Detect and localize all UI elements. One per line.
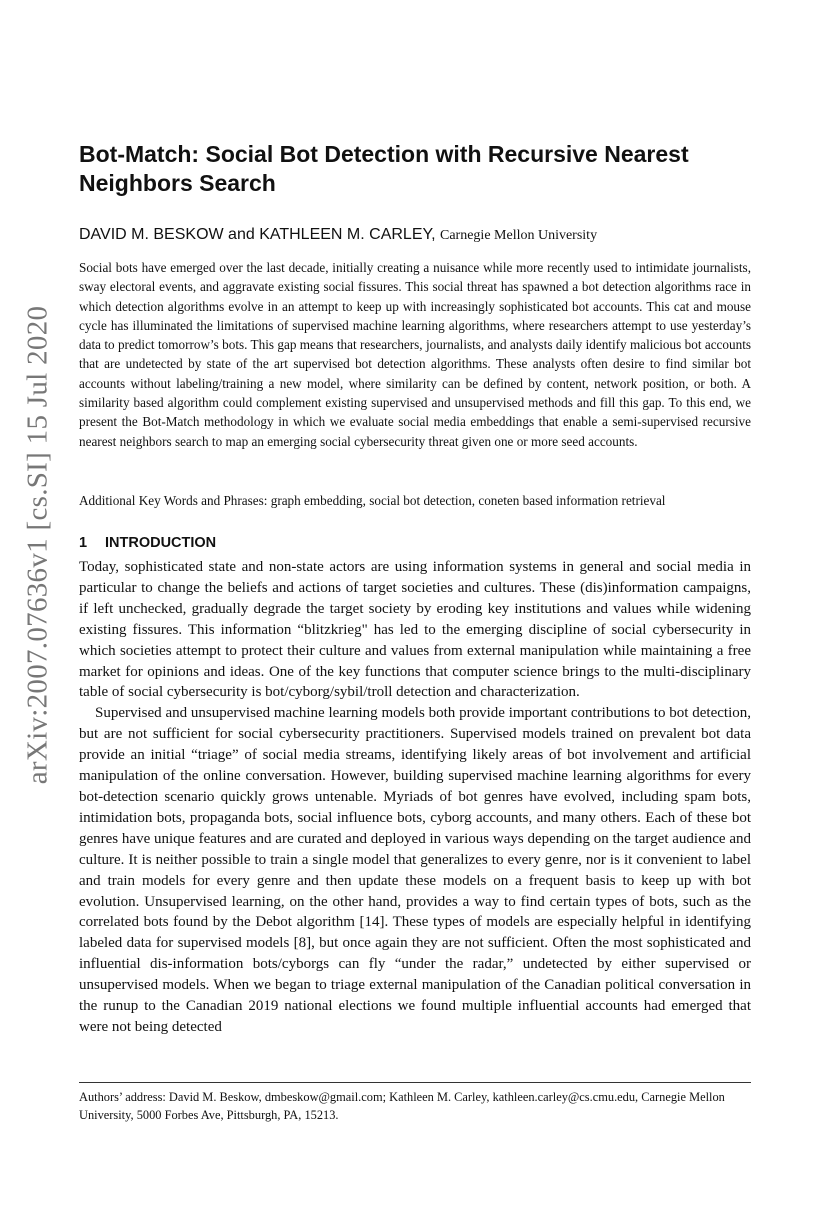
author-names: DAVID M. BESKOW and KATHLEEN M. CARLEY, — [79, 226, 436, 243]
section-number: 1 — [79, 535, 88, 551]
abstract: Social bots have emerged over the last decade, initially creating a nuisance while more recently used to intimidate journalists, sway electoral events, and aggravate existing social fissures. This social threat has spawned a bot detection algorithms race in which detection algorithms evolve in an attempt to keep up with increasingly sophisticated bot accounts. This cat and mouse cycle has illuminated the limitations of supervised machine learning algorithms, where researchers attempt to use yesterday’s data to predict tomorrow’s bots. This gap means that researchers, journalists, and analysts daily identify malicious bot accounts that are undetected by state of the art supervised bot detection algorithms. These analysts often desire to find similar bot accounts without labeling/training a new model, where similarity can be defined by content, network position, or both. A similarity based algorithm could complement existing supervised and unsupervised methods and fill this gap. To this end, we present the Bot-Match methodology in which we evaluate social media embeddings that enable a semi-supervised recursive nearest neighbors search to map an emerging social cybersecurity threat given one or more seed accounts. — [79, 260, 751, 449]
author-affiliation: Carnegie Mellon University — [440, 228, 598, 243]
arxiv-identifier: arXiv:2007.07636v1 [cs.SI] 15 Jul 2020 — [21, 305, 54, 784]
body-text — [79, 557, 751, 1038]
paper-title: Bot-Match: Social Bot Detection with Recursive Nearest Neighbors Search — [79, 141, 689, 196]
arxiv-sidebar-stamp — [18, 262, 58, 827]
footnote-divider — [79, 1082, 751, 1083]
section-heading — [79, 533, 769, 553]
author-line — [79, 224, 769, 247]
keywords: Additional Key Words and Phrases: graph embedding, social bot detection, coneten based information retrieval — [79, 493, 666, 508]
section-title: INTRODUCTION — [105, 535, 217, 551]
paragraph: Supervised and unsupervised machine learning models both provide important contributions to bot detection, but are not sufficient for social cybersecurity practitioners. Supervised models trained on prevalent bot data provide an initial “triage” of social media streams, identifying likely areas of bot involvement and artificial manipulation of the online conversation. However, building supervised machine learning algorithms for every bot-detection scenario quickly grows untenable. Myriads of bot genres have evolved, including spam bots, intimidation bots, propaganda bots, social influence bots, cyborg accounts, and many others. Each of these bot genres have unique features and are curated and deployed in various ways depending on the target audience and culture. It is neither possible to train a single model that generalizes to every genre, nor is it convenient to label and train models for every genre and then update these models on a frequent basis to keep up with bot evolution. Unsupervised learning, on the other hand, provides a way to find certain types of bots, such as the correlated bots found by the Debot algorithm [14]. These types of models are especially helpful in identifying labeled data for supervised models [8], but once again they are not sufficient. Often the most sophisticated and influential dis-information bots/cyborgs can fly “under the radar,” undetected by either supervised or unsupervised models. When we began to triage external manipulation of the Canadian political conversation in the runup to the Canadian 2019 national elections we found multiple influential accounts had emerged that were not being detected — [79, 705, 751, 1035]
authors-address-footnote: Authors’ address: David M. Beskow, dmbeskow@gmail.com; Kathleen M. Carley, kathleen.carley@cs.cmu.edu, Carnegie Mellon University, 5000 Forbes Ave, Pittsburgh, PA, 15213. — [79, 1090, 725, 1122]
paragraph: Today, sophisticated state and non-state actors are using information systems in general and social media in particular to change the beliefs and actions of target societies and cultures. These (dis)information campaigns, if left unchecked, gradually degrade the target society by eroding key institutions and values while widening existing fissures. This information “blitzkrieg" has led to the emerging discipline of social cybersecurity in which societies attempt to protect their culture and values from external manipulation while maintaining a free market for opinions and ideas. One of the key functions that computer science brings to the multi-disciplinary table of social cybersecurity is bot/cyborg/sybil/troll detection and characterization. — [79, 559, 751, 701]
